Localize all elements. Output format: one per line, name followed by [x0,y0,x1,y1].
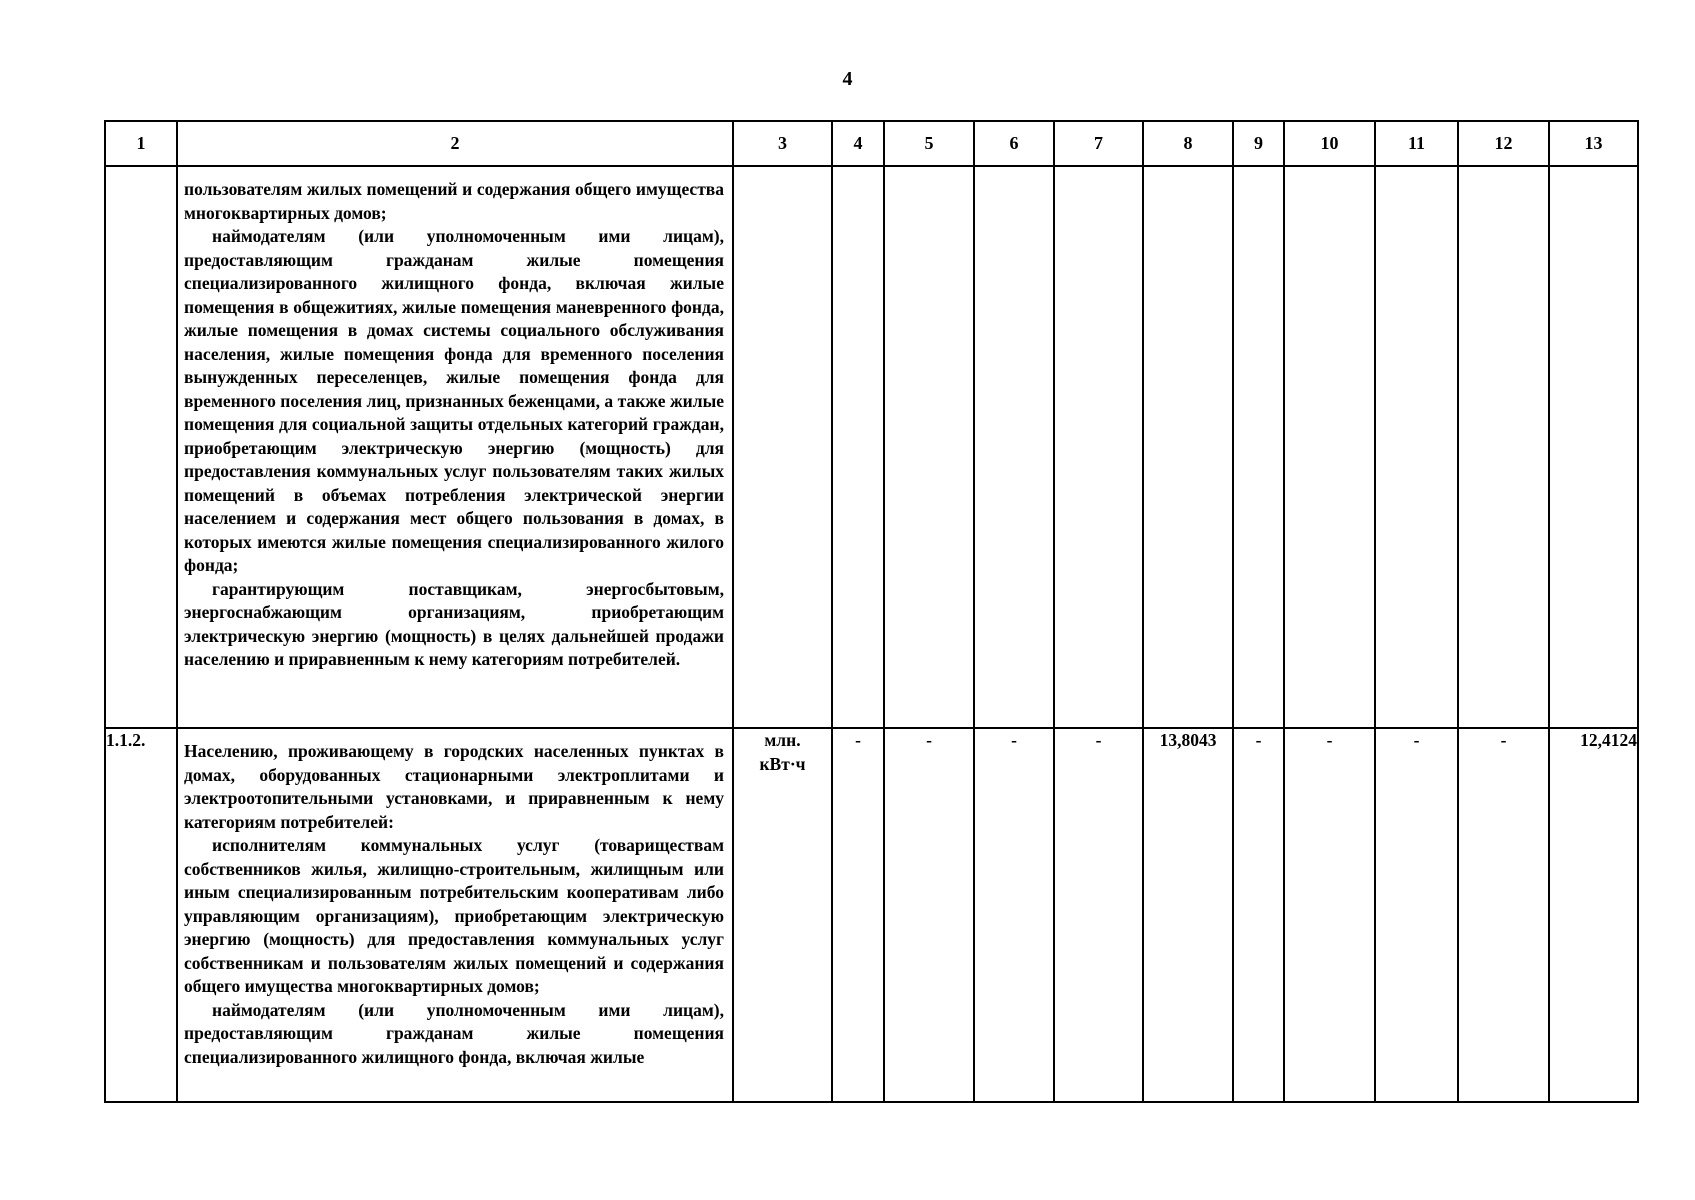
cell-col-9 [1233,166,1284,728]
header-col-3: 3 [733,121,832,166]
cell-col-7 [1054,166,1143,728]
header-col-4: 4 [832,121,884,166]
header-col-10: 10 [1284,121,1375,166]
description-paragraph: наймодателям (или уполномоченным ими лицам), предоставляющим гражданам жилые помещения специализированного жилищного фонда, включая жилые помещения в общежитиях, жилые помещения маневренного фонда, жилые помещения в домах системы социального обслуживания населения, жилые помещения фонда для временного поселения вынужденных переселенцев, жилые помещения фонда для временного поселения лиц, признанных беженцами, а также жилые помещения для социальной защиты отдельных категорий граждан, приобретающим электрическую энергию (мощность) для предоставления коммунальных услуг пользователям таких жилых помещений в объемах потребления электрической энергии населением и содержания мест общего пользования в домах, в которых имеются жилые помещения специализированного жилого фонда; [184,226,724,575]
description-paragraph: гарантирующим поставщикам, энергосбытовым, энергоснабжающим организациям, приобретающим электрическую энергию (мощность) в целях дальнейшей продажи населению и приравненным к нему категориям потребителей. [184,578,724,669]
cell-col-11 [1375,166,1458,728]
cell-unit [733,728,832,1102]
cell-col-9: - [1233,728,1284,1102]
header-col-12: 12 [1458,121,1549,166]
unit-line-1: млн. [764,730,801,750]
cell-col-13 [1549,166,1638,728]
cell-col-6 [974,166,1054,728]
unit-line-2: кВт·ч [759,753,806,774]
description-paragraph: исполнителям коммунальных услуг (товариществам собственников жилья, жилищно-строительным, жилищным или иным специализированным потребительским кооперативам либо управляющим организациям), приобретающим электрическую энергию (мощность) для предоставления коммунальных услуг собственникам и пользователям жилых помещений и содержания общего имущества многоквартирных домов; [184,835,724,996]
tariff-table [104,120,1639,1103]
description-paragraph: наймодателям (или уполномоченным ими лицам), предоставляющим гражданам жилые помещения специализированного жилищного фонда, включая жилые [184,999,724,1067]
cell-number [105,166,177,728]
header-row [105,121,1638,166]
header-col-5: 5 [884,121,974,166]
cell-col-13: 12,4124 [1549,728,1638,1102]
table-row-1-1-2 [105,728,1638,1102]
row-number: 1.1.2. [105,728,177,1102]
header-col-8: 8 [1143,121,1233,166]
cell-col-6: - [974,728,1054,1102]
header-col-2: 2 [177,121,733,166]
cell-col-8: 13,8043 [1143,728,1233,1102]
header-col-9: 9 [1233,121,1284,166]
table-row-continuation [105,166,1638,728]
description-paragraph: Населению, проживающему в городских населенных пунктах в домах, оборудованных стационарными электроплитами и электроотопительными установками, и приравненным к нему категориям потребителей: [184,741,724,832]
cell-description [177,166,733,728]
cell-col-8 [1143,166,1233,728]
description-paragraph: пользователям жилых помещений и содержания общего имущества многоквартирных домов; [184,179,724,223]
page-number: 4 [842,68,853,90]
cell-col-7: - [1054,728,1143,1102]
cell-col-5 [884,166,974,728]
cell-col-4: - [832,728,884,1102]
cell-col-10: - [1284,728,1375,1102]
cell-col-5: - [884,728,974,1102]
header-col-6: 6 [974,121,1054,166]
cell-col-10 [1284,166,1375,728]
cell-col-11: - [1375,728,1458,1102]
header-col-7: 7 [1054,121,1143,166]
cell-description [177,728,733,1102]
cell-unit [733,166,832,728]
header-col-11: 11 [1375,121,1458,166]
cell-col-12 [1458,166,1549,728]
header-col-13: 13 [1549,121,1638,166]
cell-col-4 [832,166,884,728]
cell-col-12: - [1458,728,1549,1102]
header-col-1: 1 [105,121,177,166]
